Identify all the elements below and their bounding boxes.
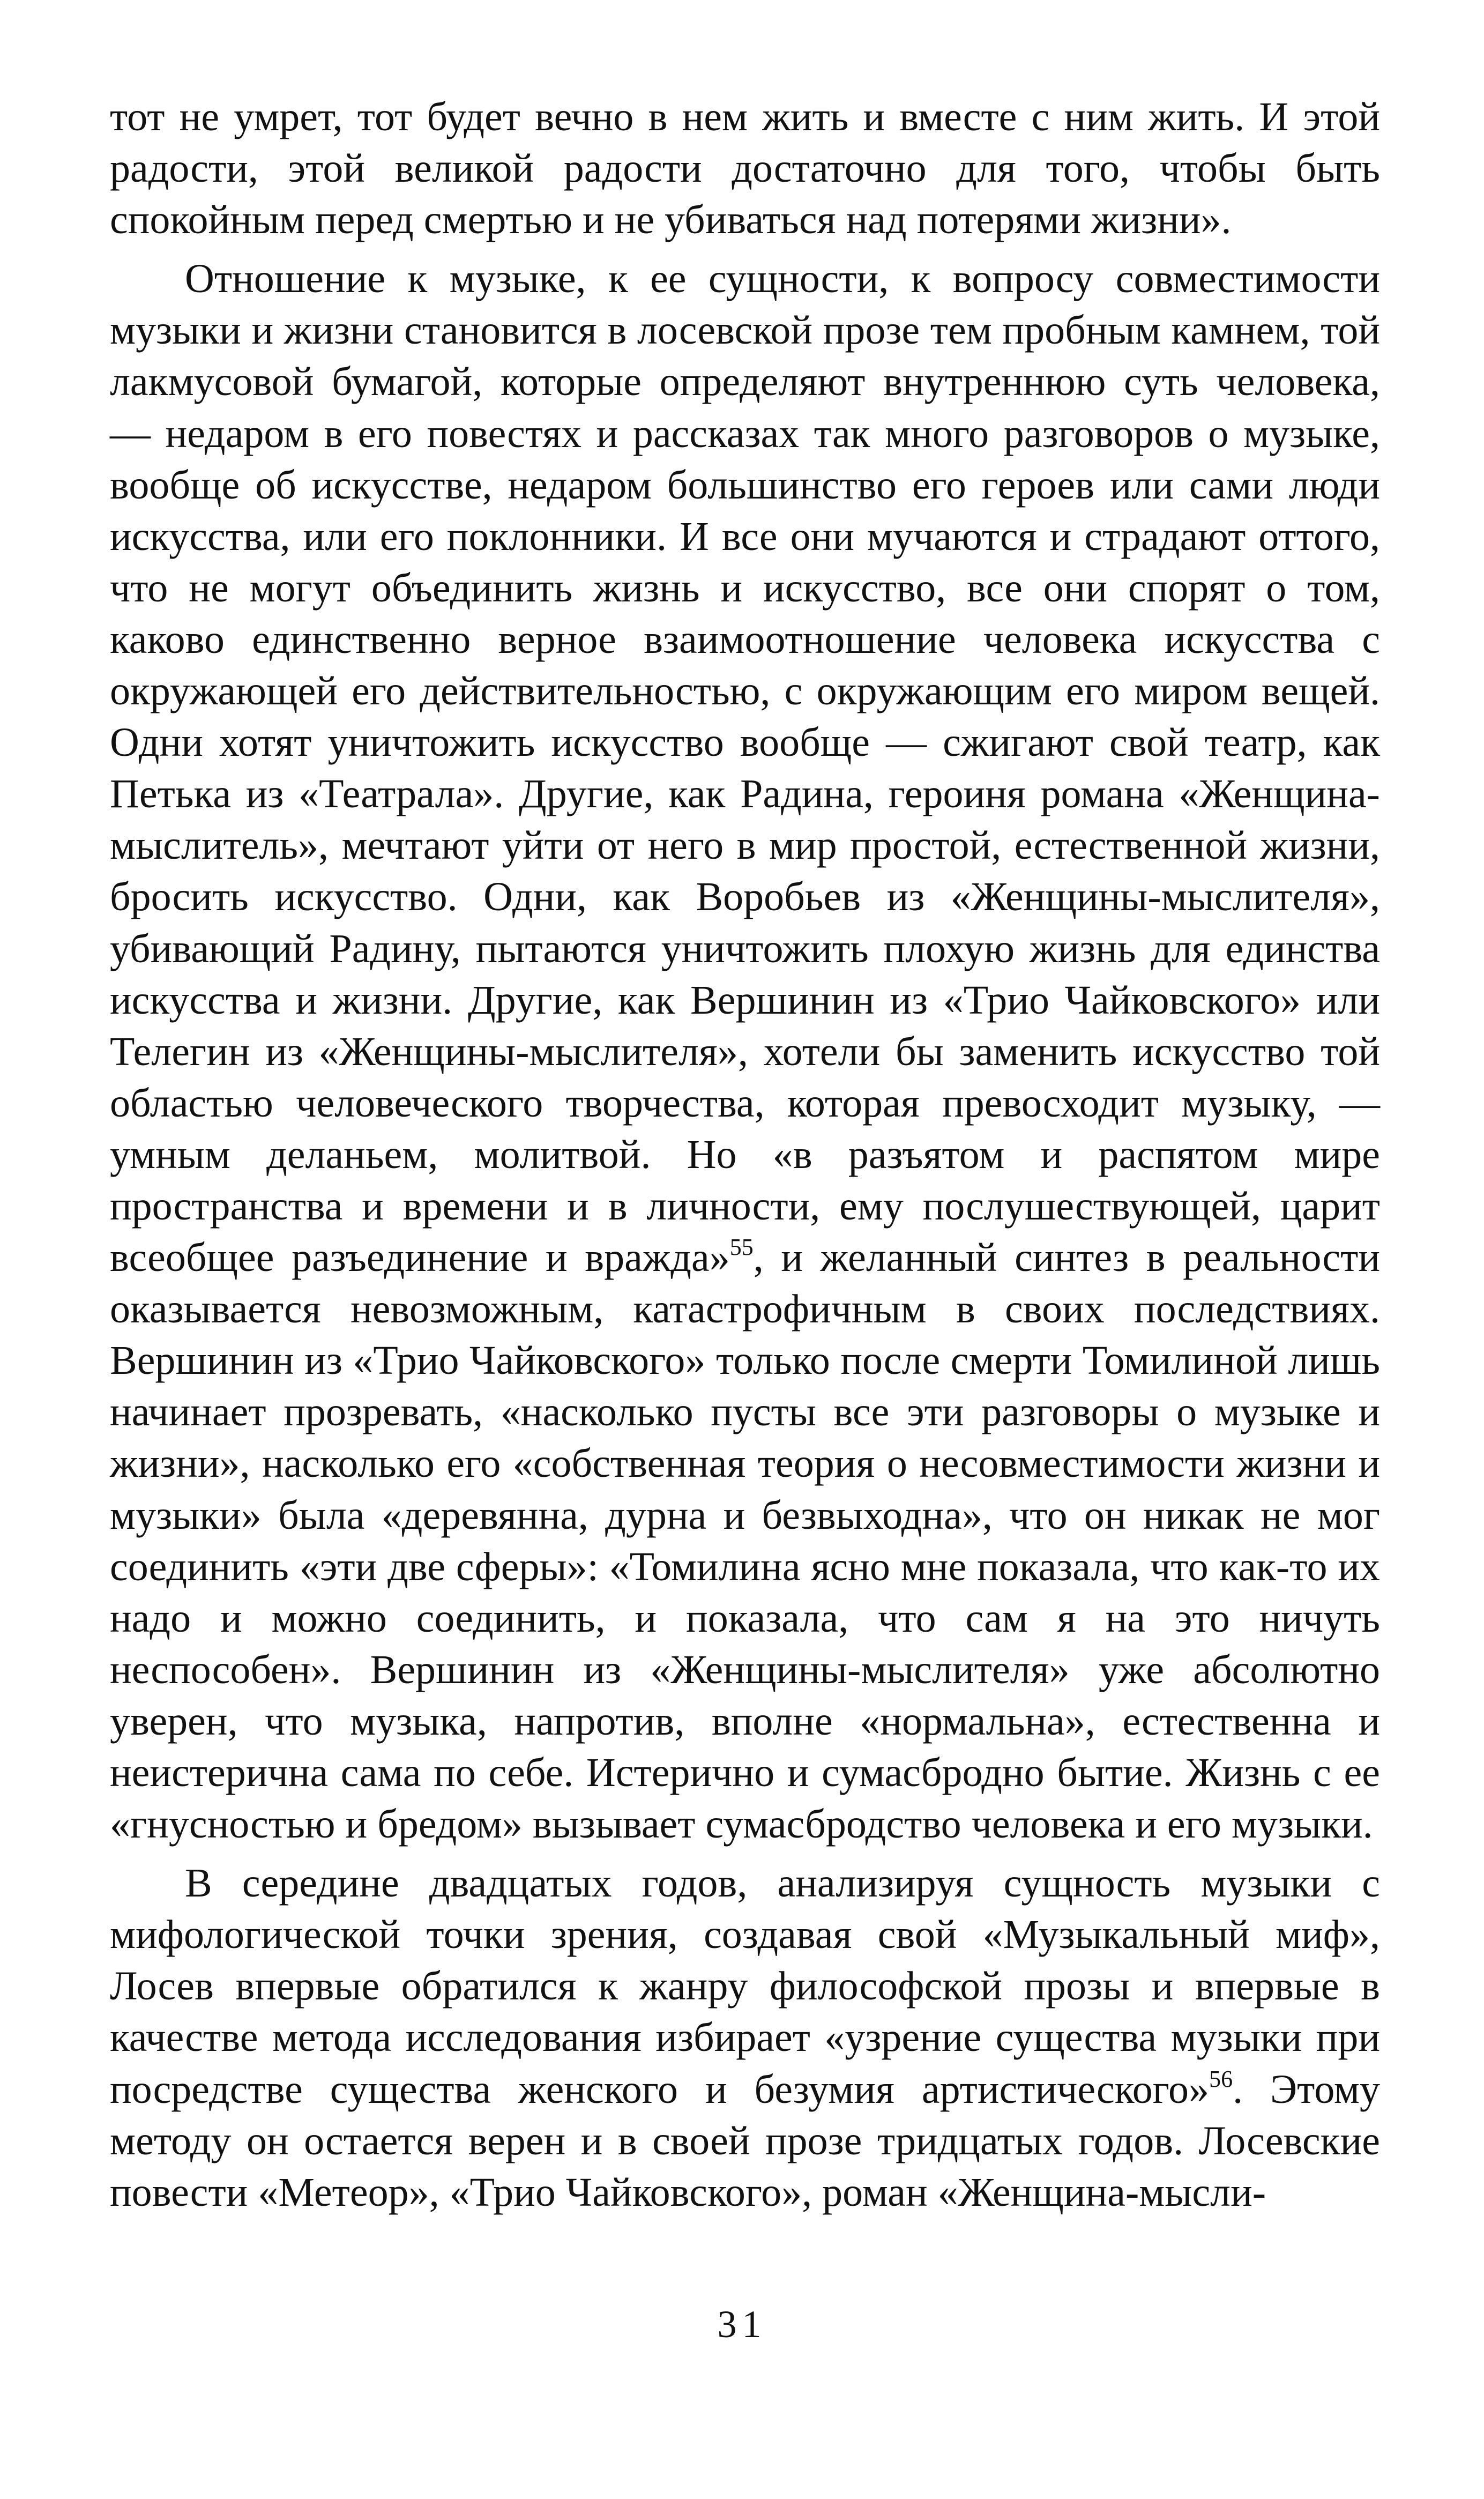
page-number: 31: [717, 2303, 767, 2346]
paragraph-text: тот не умрет, тот будет вечно в нем жить и вместе с ним жить. И этой радости, этой великой радости достаточно для того, чтобы быть спокойным перед смертью и не убиваться над потерями жизни».: [110, 94, 1380, 243]
paragraph-text: В середине двадцатых годов, анализируя сущность музыки с мифологической точки зрения, создавая свой «Музыкальный миф», Лосев впервые обратился к жанру философской прозы и впервые в качестве метода исследования избирает «узрение существа музыки при посредстве существа женского и безумия артистического»: [110, 1861, 1380, 2112]
paragraph-twenties: [110, 1857, 1380, 2218]
paragraph-continuation: [110, 91, 1380, 246]
footnote-marker: 55: [729, 1234, 754, 1261]
paragraph-text: , и желанный синтез в реальности оказывается невозможным, катастрофичным в своих последствиях. Вершинин из «Трио Чайковского» только после смерти Томилиной лишь начинает прозревать, «насколько пусты все эти разговоры о музыке и жизни», насколько его «собственная теория о несовместимости жизни и музыки» была «деревянна, дурна и безвыходна», что он никак не мог соединить «эти две сферы»: «Томилина ясно мне показала, что как-то их надо и можно соединить, и показала, что сам я на это ничуть неспособен». Вершинин из «Женщины-мыслителя» уже абсолютно уверен, что музыка, напротив, вполне «нормальна», естественна и неистерична сама по себе. Истерично и сумасбродно бытие. Жизнь с ее «гнусностью и бредом» вызывает сумасбродство человека и его музыки.: [110, 1235, 1380, 1847]
paragraph-music-and-life: [110, 253, 1380, 1850]
paragraph-text: . Этому методу он остается верен и в своей прозе тридцатых годов. Лосевские повести «Метеор», «Трио Чайковского», роман «Женщина-мысли-: [110, 2066, 1380, 2215]
footnote-marker: 56: [1209, 2065, 1233, 2092]
body-text: [110, 91, 1380, 2218]
paragraph-text: Отношение к музыке, к ее сущности, к вопросу совместимости музыки и жизни становится в лосевской прозе тем пробным камнем, той лакмусовой бумагой, которые определяют внутреннюю суть человека, — недаром в его повестях и рассказах так много разговоров о музыке, вообще об искусстве, недаром большинство его героев или сами люди искусства, или его поклонники. И все они мучаются и страдают оттого, что не могут объединить жизнь и искусство, все они спорят о том, каково единственно верное взаимоотношение человека искусства с окружающей его действительностью, с окружающим его миром вещей. Одни хотят уничтожить искусство вообще — сжигают свой театр, как Петька из «Театрала». Другие, как Радина, героиня романа «Женщина-мыслитель», мечтают уйти от него в мир простой, естественной жизни, бросить искусство. Одни, как Воробьев из «Женщины-мыслителя», убивающий Радину, пытаются уничтожить плохую жизнь для единства искусства и жизни. Другие, как Вершинин из «Трио Чайковского» или Телегин из «Женщины-мыслителя», хотели бы заменить искусство той областью человеческого творчества, которая превосходит музыку, — умным деланьем, молитвой. Но «в разъятом и распятом мире пространства и времени и в личности, ему послушествующей, царит всеобщее разъединение и вражда»: [110, 256, 1380, 1281]
